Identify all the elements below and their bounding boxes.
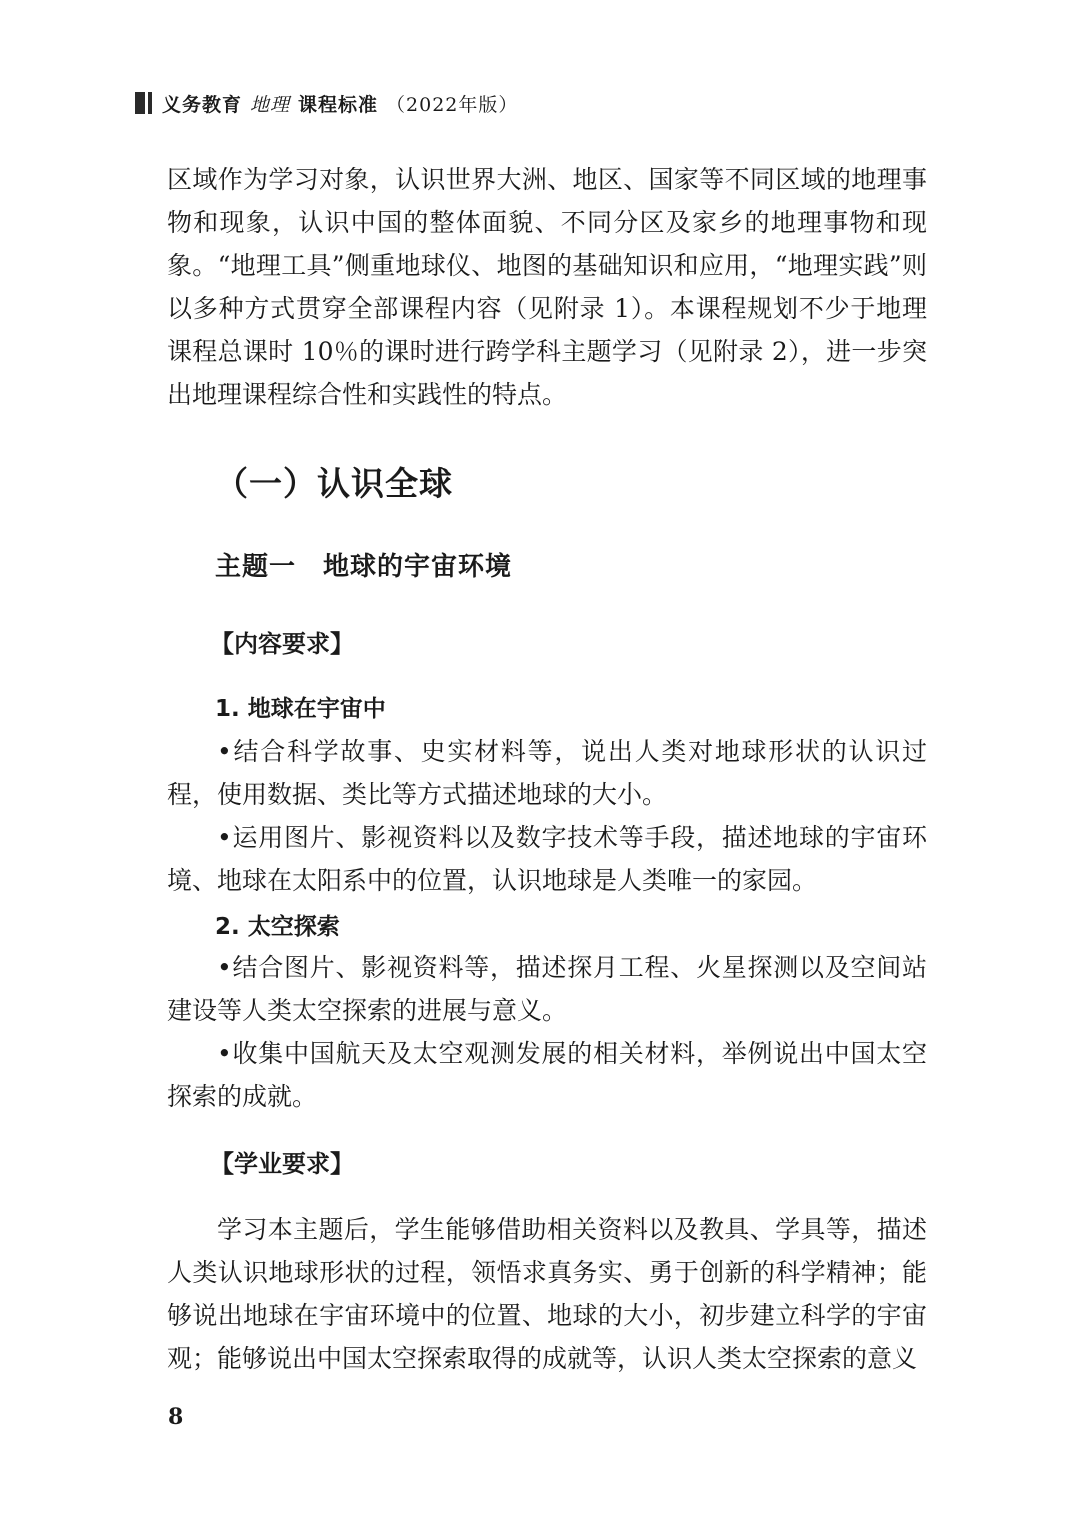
academic-requirements-text: 学习本主题后，学生能够借助相关资料以及教具、学具等，描述人类认识地球形状的过程，领悟求真务实、勇于创新的科学精神；能够说出地球在宇宙环境中的位置、地球的大小，初步建立科学的宇宙观；能够说出中国太空探索取得的成就等，认识人类太空探索的意义 (167, 1215, 927, 1373)
topic-title: 主题一 地球的宇宙环境 (215, 552, 513, 582)
running-header (135, 88, 518, 118)
intro-paragraph: 区域作为学习对象，认识世界大洲、地区、国家等不同区域的地理事物和现象，认识中国的整体面貌、不同分区及家乡的地理事物和现象。“地理工具”侧重地球仪、地图的基础知识和应用，“地理实践”则以多种方式贯穿全部课程内容（见附录 1）。本课程规划不少于地理课程总课时 10％的课时进行跨学科主题学习（见附录 2），进一步突出地理课程综合性和实践性的特点。 (167, 165, 927, 409)
bullet-china-space: •收集中国航天及太空观测发展的相关材料，举例说出中国太空探索的成就。 (167, 1039, 927, 1111)
content-requirements-label: 【内容要求】 (210, 630, 354, 658)
subhead-earth-in-universe: 1. 地球在宇宙中 (215, 696, 386, 722)
bullet-earth-environment: •运用图片、影视资料以及数字技术等手段，描述地球的宇宙环境、地球在太阳系中的位置，认识地球是人类唯一的家园。 (167, 823, 927, 895)
bullet-earth-shape: •结合科学故事、史实材料等，说出人类对地球形状的认识过程，使用数据、类比等方式描述地球的大小。 (167, 737, 927, 809)
bullet-space-progress: •结合图片、影视资料等，描述探月工程、火星探测以及空间站建设等人类太空探索的进展与意义。 (167, 953, 927, 1025)
header-bars-icon (135, 92, 152, 114)
section-title: （一）认识全球 (215, 464, 453, 503)
subhead-space-exploration: 2. 太空探索 (215, 914, 340, 940)
page-number: 8 (168, 1404, 184, 1430)
academic-requirements-label: 【学业要求】 (210, 1150, 354, 1178)
header-title-prefix: 义务教育 (162, 93, 243, 116)
header-subject: 地理 (250, 93, 291, 116)
header-edition: （2022年版） (386, 93, 519, 116)
header-title-suffix: 课程标准 (298, 93, 379, 116)
